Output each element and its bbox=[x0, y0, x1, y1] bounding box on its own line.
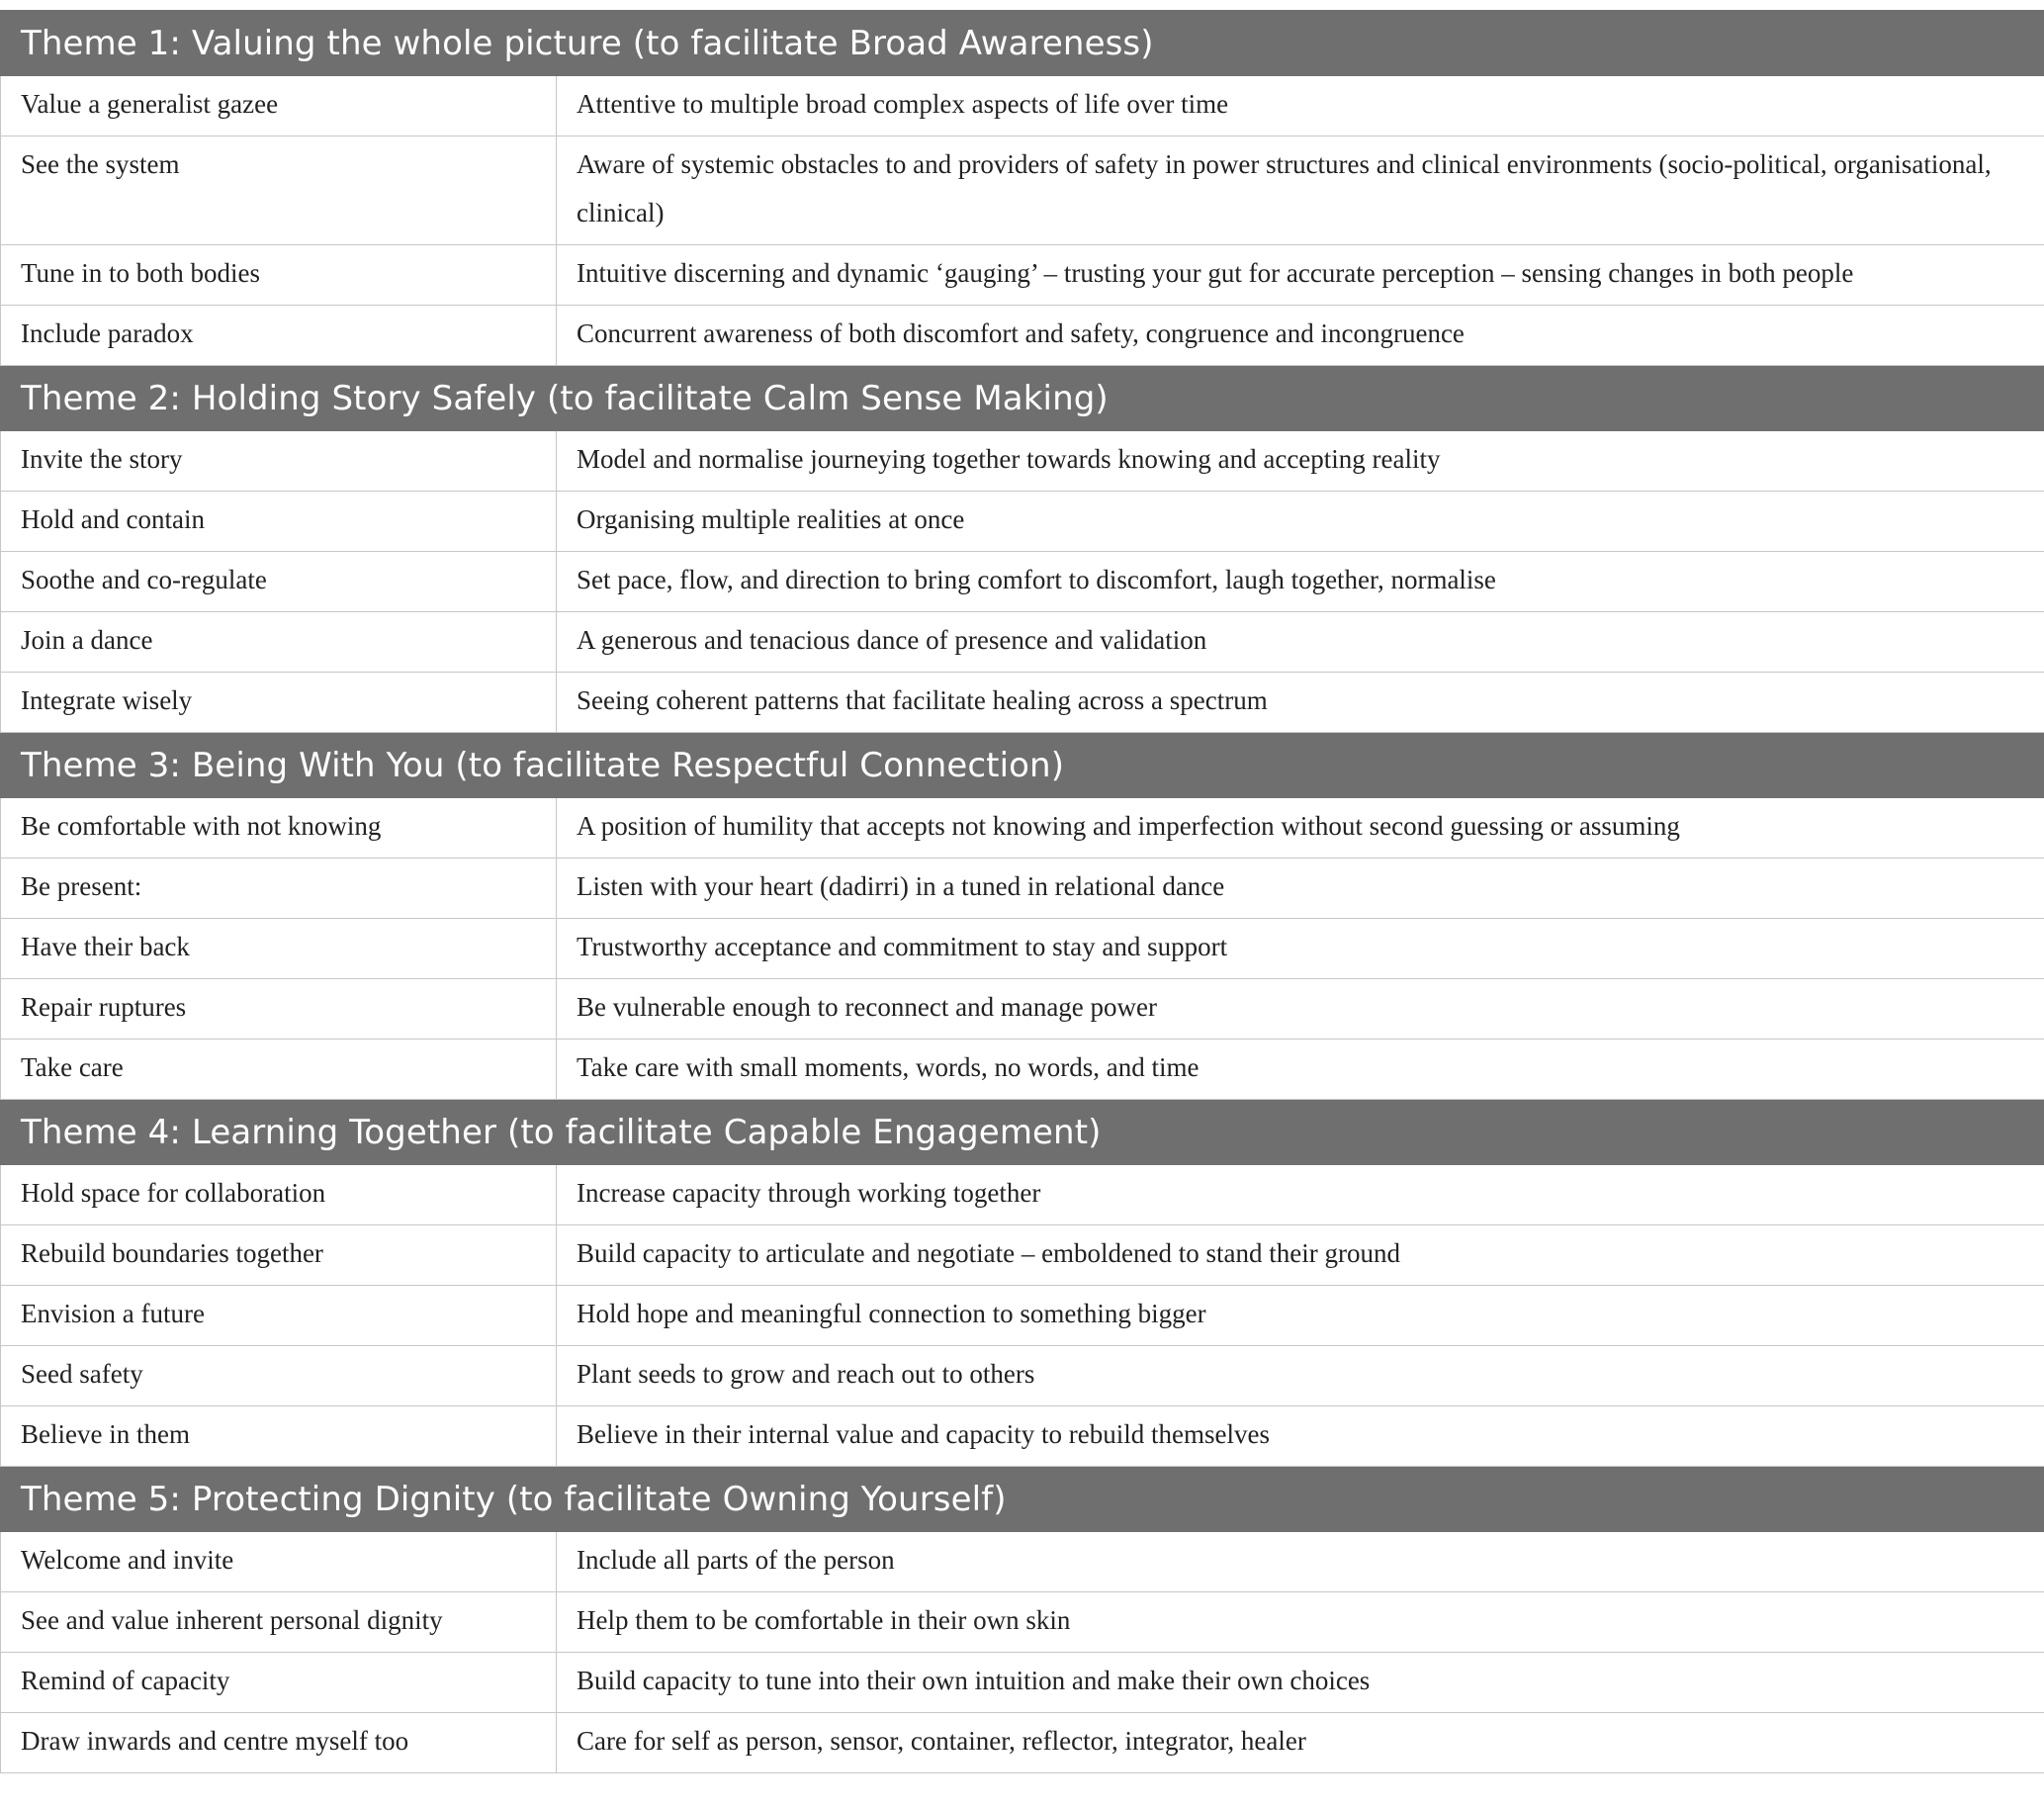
description-cell bbox=[557, 431, 2044, 492]
term-text: Be comfortable with not knowing bbox=[21, 811, 382, 841]
description-text: Model and normalise journeying together towards knowing and accepting reality bbox=[577, 444, 1441, 474]
theme-title: Theme 3: Being With You (to facilitate Respectful Connection) bbox=[1, 733, 2044, 798]
term-cell bbox=[1, 306, 557, 366]
description-cell bbox=[557, 76, 2044, 136]
theme-header-row bbox=[1, 733, 2044, 798]
description-text: Organising multiple realities at once bbox=[577, 504, 965, 534]
table-row bbox=[1, 1406, 2044, 1467]
description-cell bbox=[557, 1532, 2044, 1592]
term-text: Include paradox bbox=[21, 318, 194, 348]
description-cell bbox=[557, 673, 2044, 733]
description-cell bbox=[557, 1653, 2044, 1713]
theme-title: Theme 1: Valuing the whole picture (to facilitate Broad Awareness) bbox=[1, 11, 2044, 76]
term-text: Repair ruptures bbox=[21, 992, 187, 1022]
theme-header-row bbox=[1, 1100, 2044, 1165]
term-cell bbox=[1, 919, 557, 979]
description-text: Intuitive discerning and dynamic ‘gauging’ – trusting your gut for accurate perception – sensing changes in both people bbox=[577, 258, 1854, 288]
description-cell bbox=[557, 859, 2044, 919]
description-text: Hold hope and meaningful connection to something bigger bbox=[577, 1299, 1206, 1328]
term-text: Envision a future bbox=[21, 1299, 205, 1328]
term-cell bbox=[1, 431, 557, 492]
term-text: Hold and contain bbox=[21, 504, 205, 534]
table-row bbox=[1, 136, 2044, 245]
description-text: Aware of systemic obstacles to and providers of safety in power structures and clinical environments (socio-political, organisational, clinical) bbox=[577, 149, 1992, 227]
term-cell bbox=[1, 1225, 557, 1286]
term-cell bbox=[1, 1713, 557, 1773]
theme-header-row bbox=[1, 1467, 2044, 1532]
themes-table bbox=[0, 10, 2044, 1773]
description-text: Build capacity to articulate and negotiate – emboldened to stand their ground bbox=[577, 1238, 1400, 1268]
description-cell bbox=[557, 798, 2044, 859]
description-cell bbox=[557, 245, 2044, 306]
term-text: Welcome and invite bbox=[21, 1545, 234, 1575]
term-cell bbox=[1, 1346, 557, 1406]
description-cell bbox=[557, 552, 2044, 612]
description-text: Be vulnerable enough to reconnect and manage power bbox=[577, 992, 1158, 1022]
table-row bbox=[1, 612, 2044, 673]
table-row bbox=[1, 245, 2044, 306]
description-text: Set pace, flow, and direction to bring comfort to discomfort, laugh together, normalise bbox=[577, 565, 1496, 594]
table-row bbox=[1, 1532, 2044, 1592]
description-text: Care for self as person, sensor, container, reflector, integrator, healer bbox=[577, 1726, 1306, 1756]
term-cell bbox=[1, 1040, 557, 1100]
term-text: Invite the story bbox=[21, 444, 183, 474]
term-cell bbox=[1, 1286, 557, 1346]
table-row bbox=[1, 798, 2044, 859]
table-row bbox=[1, 552, 2044, 612]
description-cell bbox=[557, 492, 2044, 552]
term-text: Have their back bbox=[21, 932, 190, 961]
term-cell bbox=[1, 859, 557, 919]
description-text: Trustworthy acceptance and commitment to stay and support bbox=[577, 932, 1228, 961]
term-cell bbox=[1, 552, 557, 612]
table-row bbox=[1, 1165, 2044, 1225]
term-cell bbox=[1, 1406, 557, 1467]
theme-title: Theme 5: Protecting Dignity (to facilitate Owning Yourself) bbox=[1, 1467, 2044, 1532]
description-cell bbox=[557, 1225, 2044, 1286]
term-cell bbox=[1, 1592, 557, 1653]
description-cell bbox=[557, 136, 2044, 245]
description-text: Help them to be comfortable in their own skin bbox=[577, 1605, 1071, 1635]
table-row bbox=[1, 76, 2044, 136]
table-row bbox=[1, 492, 2044, 552]
description-cell bbox=[557, 1286, 2044, 1346]
table-row bbox=[1, 1225, 2044, 1286]
description-text: Listen with your heart (dadirri) in a tuned in relational dance bbox=[577, 871, 1225, 901]
table-row bbox=[1, 919, 2044, 979]
term-cell bbox=[1, 1532, 557, 1592]
table-row bbox=[1, 1286, 2044, 1346]
term-cell bbox=[1, 1165, 557, 1225]
term-text: Remind of capacity bbox=[21, 1666, 230, 1695]
term-text: Take care bbox=[21, 1052, 124, 1082]
term-cell bbox=[1, 1653, 557, 1713]
table-row bbox=[1, 306, 2044, 366]
description-cell bbox=[557, 1592, 2044, 1653]
table-row bbox=[1, 859, 2044, 919]
term-text: Be present: bbox=[21, 871, 142, 901]
table-row bbox=[1, 1040, 2044, 1100]
description-text: A position of humility that accepts not knowing and imperfection without second guessing or assuming bbox=[577, 811, 1680, 841]
table-row bbox=[1, 1713, 2044, 1773]
term-cell bbox=[1, 798, 557, 859]
term-cell bbox=[1, 136, 557, 245]
description-cell bbox=[557, 1165, 2044, 1225]
table-row bbox=[1, 979, 2044, 1040]
table-row bbox=[1, 1346, 2044, 1406]
description-text: A generous and tenacious dance of presence and validation bbox=[577, 625, 1207, 655]
term-text: Tune in to both bodies bbox=[21, 258, 261, 288]
term-text: See and value inherent personal dignity bbox=[21, 1605, 443, 1635]
term-text: Rebuild boundaries together bbox=[21, 1238, 323, 1268]
term-cell bbox=[1, 612, 557, 673]
term-cell bbox=[1, 673, 557, 733]
description-cell bbox=[557, 306, 2044, 366]
term-text: Believe in them bbox=[21, 1419, 190, 1449]
description-cell bbox=[557, 1713, 2044, 1773]
theme-header-row bbox=[1, 366, 2044, 431]
table-row bbox=[1, 1653, 2044, 1713]
table-row bbox=[1, 673, 2044, 733]
description-cell bbox=[557, 1406, 2044, 1467]
term-text: Integrate wisely bbox=[21, 685, 193, 715]
description-text: Include all parts of the person bbox=[577, 1545, 895, 1575]
description-text: Seeing coherent patterns that facilitate healing across a spectrum bbox=[577, 685, 1268, 715]
theme-header-row bbox=[1, 11, 2044, 76]
description-cell bbox=[557, 1346, 2044, 1406]
term-cell bbox=[1, 979, 557, 1040]
term-text: Value a generalist gazee bbox=[21, 89, 279, 119]
term-text: Hold space for collaboration bbox=[21, 1178, 326, 1208]
table-body bbox=[1, 11, 2044, 1773]
description-cell bbox=[557, 1040, 2044, 1100]
term-text: See the system bbox=[21, 149, 180, 179]
term-text: Join a dance bbox=[21, 625, 153, 655]
theme-title: Theme 2: Holding Story Safely (to facilitate Calm Sense Making) bbox=[1, 366, 2044, 431]
table-row bbox=[1, 1592, 2044, 1653]
theme-title: Theme 4: Learning Together (to facilitate Capable Engagement) bbox=[1, 1100, 2044, 1165]
description-text: Increase capacity through working together bbox=[577, 1178, 1041, 1208]
term-text: Draw inwards and centre myself too bbox=[21, 1726, 409, 1756]
description-text: Believe in their internal value and capacity to rebuild themselves bbox=[577, 1419, 1270, 1449]
term-text: Soothe and co-regulate bbox=[21, 565, 267, 594]
description-text: Take care with small moments, words, no words, and time bbox=[577, 1052, 1200, 1082]
description-text: Attentive to multiple broad complex aspects of life over time bbox=[577, 89, 1229, 119]
table-row bbox=[1, 431, 2044, 492]
description-text: Build capacity to tune into their own intuition and make their own choices bbox=[577, 1666, 1371, 1695]
description-cell bbox=[557, 919, 2044, 979]
description-text: Concurrent awareness of both discomfort and safety, congruence and incongruence bbox=[577, 318, 1465, 348]
description-cell bbox=[557, 612, 2044, 673]
term-cell bbox=[1, 492, 557, 552]
description-cell bbox=[557, 979, 2044, 1040]
description-text: Plant seeds to grow and reach out to others bbox=[577, 1359, 1035, 1389]
term-text: Seed safety bbox=[21, 1359, 143, 1389]
term-cell bbox=[1, 76, 557, 136]
term-cell bbox=[1, 245, 557, 306]
